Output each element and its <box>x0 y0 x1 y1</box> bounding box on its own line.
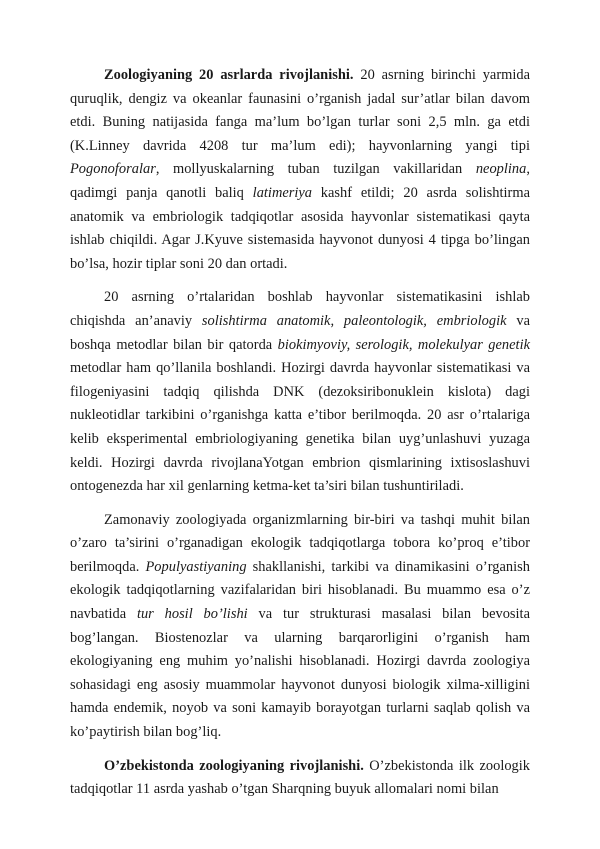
paragraph-text: shakllanishi, tarkibi va dinamikasini o’rganish ekologik tadqiqotlarning vazifalaridan biri hisoblanadi. Bu muammo esa o’z navbatida <box>70 558 530 623</box>
paragraph-modern-ecology <box>70 509 530 745</box>
italic-term: latimeriya <box>252 184 313 201</box>
paragraph-zoology-20th-century <box>70 64 530 276</box>
section-heading: Zoologiyaning 20 asrlarda rivojlanishi. <box>104 67 354 83</box>
italic-term: Populyastiyaning <box>145 558 247 575</box>
italic-term: solishtirma anatomik, paleontologik, embriologik <box>201 312 507 329</box>
paragraph-text: Zamonaviy zoologiyada organizmlarning bir-biri va tashqi muhit bilan o’zaro ta’sirini o’rganadigan ekologik tadqiqotlarga tobora ko’proq e’tibor berilmoqda. <box>70 511 530 575</box>
paragraph-systematics-methods <box>70 286 530 498</box>
paragraph-zoology-uzbekistan <box>70 755 530 802</box>
paragraph-text: 20 asrning o’rtalaridan boshlab hayvonlar sistematikasini ishlab chiqishda an’anaviy <box>70 289 530 329</box>
paragraph-text: kashf etildi; 20 asrda solishtirma anatomik va embriologik tadqiqotlar asosida hayvonlar sistematikasi qayta ishlab chiqildi. Agar J.Kyuve sistemasida hayvonot dunyosi 4 tipga bo’lingan bo’lsa, hozir tiplar soni 20 dan ortadi. <box>70 184 530 272</box>
paragraph-text: metodlar ham qo’llanila boshlandi. Hozirgi davrda hayvonlar sistematikasi va filogeniyasini tadqiq qilishda DNK (dezoksiribonuklein kislota) dagi nukleotidlar tarkibini o’rganishga katta e’tibor berilmoqda. 20 asr o’rtalariga kelib eksperimental embriologiyaning genetika bilan uyg’unlashuvi yuzaga keldi. Hozirgi davrda rivojlanaYotgan embrion qismlarining ixtisoslashuvi ontogenezda har xil genlarning ketma-ket ta’siri bilan tushuntiriladi. <box>70 360 530 495</box>
paragraph-text: O’zbekistonda ilk zoologik tadqiqotlar 11 asrda yashab o’tgan Sharqning buyuk allomalari nomi bilan <box>70 757 530 798</box>
paragraph-text: va tur strukturasi masalasi bilan bevosita bog’langan. Biostenozlar va ularning barqarorligini o’rganish ham ekologiyaning eng muhim yo’nalishi hisoblanadi. Hozirgi davrda zoologiya sohasidagi eng asosiy muammolar hayvonot dunyosi biologik xilma-xilligini hamda endemik, noyob va soni kamayib borayotgan turlarni saqlab qolish va ko’paytirish bilan bog’liq. <box>70 606 530 741</box>
italic-term: Pogonoforalar <box>70 161 156 178</box>
paragraph-text: , qadimgi panja qanotli baliq <box>70 161 530 201</box>
italic-term: tur hosil bo’lishi <box>136 606 248 623</box>
paragraph-text: 20 asrning birinchi yarmida quruqlik, dengiz va okeanlar faunasini o’rganish jadal sur’atlar bilan davom etdi. Buning natijasida fanga ma’lum bo’lgan turlar soni 2,5 mln. ga etdi (K.Linney davrida 4208 tur ma’lum edi); hayvonlarning yangi tipi <box>70 67 530 154</box>
paragraph-text: , mollyuskalarning tuban tuzilgan vakillaridan <box>155 161 476 178</box>
paragraph-text: va boshqa metodlar bilan bir qatorda <box>70 312 530 353</box>
italic-term: biokimyoviy, serologik, molekulyar genetik <box>277 336 530 353</box>
section-heading: O’zbekistonda zoologiyaning rivojlanishi. <box>104 757 364 774</box>
italic-term: neoplina <box>475 161 527 178</box>
